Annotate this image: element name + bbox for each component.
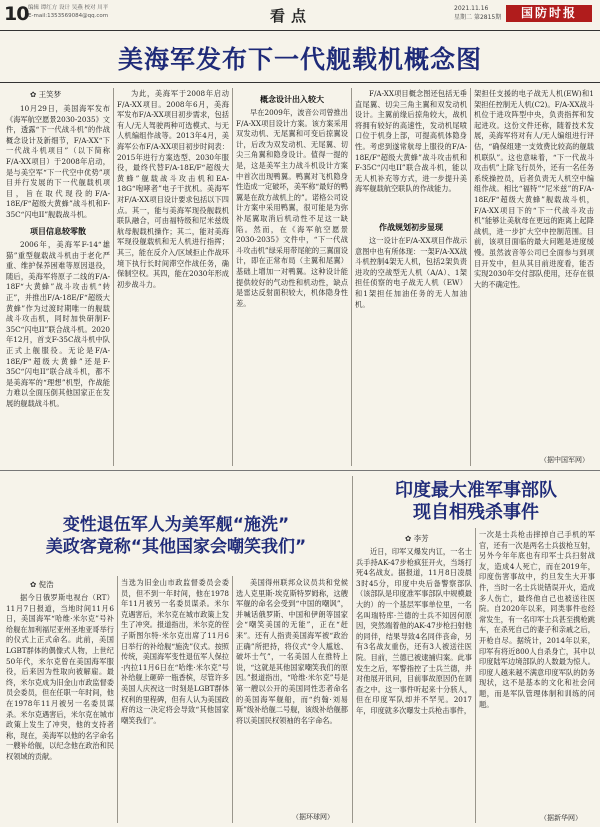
article1-col2 xyxy=(117,89,229,465)
column-divider xyxy=(232,88,233,466)
paragraph: F/A-XX项目概念图还包括无垂直尾翼、切尖三角主翼和双发动机设计。主翼前缘后掠角较大，战机将拥有较好的高速性，发动机尾喷口位于机身上部，可提高机体隐身性。考虑到遂常航母上服役的F/A-18E/F“超级大黄蜂”战斗攻击机和F-35C“闪电II”联合战斗机，能以无人机补充等方式，进一步提升美海军舰载航空联队的作战能力。 xyxy=(355,89,467,194)
page-number: 10 xyxy=(4,3,29,25)
column-divider xyxy=(475,528,476,823)
section-title: 看点 xyxy=(270,7,313,25)
paragraph: 2006年，美海军F-14“雄猫”重型舰载战斗机由于老化严重、维护保养困难等原因退役，随后，美海军将原子二线的F/A-18F“大黄蜂”战斗攻击机“转正”，并推出F/A-18E/F“超级大黄蜂”作为过渡时期唯一的舰载战斗攻击机，同时加快研制F-35C“闪电II”联合战斗机。2020年12月，首支F-35C战斗机中队正式上舰服役。无论是F/A-18E/F“超级大黄蜂”还是F-35C“闪电II”联合战斗机，都不是美海军的“理想”机型，作战能力难以全面压倒其他国家正在发展的舰载战斗机。 xyxy=(6,240,110,408)
headline-rule xyxy=(0,82,600,83)
article3-source: （据环球网） xyxy=(292,813,334,821)
article3-headline-line1: 变性退伍军人为美军舰“施洗” xyxy=(62,515,290,535)
paragraph: 当选为旧金山市政监督委员会委员，但不到一年时间，他在1978年11月被另一名委员谋杀。米尔克遇害后，米尔克在城市政策上发生了冲突。报道指出，米尔克的侄子斯图尔特·米尔克出席了11月6日举行的补给舰“施洗”仪式。按照传统，美国海军变性退伍军人保拉·内拉11月6日在“哈维·米尔克”号补给舰上砸碎一瓶香槟，尽管许多美国人庆祝这一时刻是LGBT群体权利的里程碑，但有人认为美国政府的这一决定将会导致“其他国家嘲笑我们”。 xyxy=(121,578,229,725)
paragraph: 为此，美海军于2008年启动F/A-XX项目。2008年6月，美海军发布F/A-XX项目初步需求，包括有人/无人驾驶两种可选模式、与无人机编组作战等。2013年4月，美海军公布F/A-XX项目初步时间表：2015年进行方案选型、2030年服役，最终代替F/A-18E/F“超级大黄蜂”舰载战斗攻击机和EA-18G“咆哮者”电子干扰机。美海军对F/A-XX项目设计要求包括以下四点。其一，能与美海军现役舰载机联队融合，可由福特级和尼米兹级航母舰载机操作；其二，能对美海军现役舰载机和无人机进行指挥；其三，能在反介入/区域拒止作战环境下执行长时间滞空作战任务，确保制空权。其四，能在2030年形成初步战斗力。 xyxy=(117,89,229,289)
paragraph: 据今日俄罗斯电视台（RT）11月7日报道，当地时间11月6日，美国海军“哈维·米尔克”号补给舰在加利福尼亚州圣地亚哥举行的仪式上正式命名。此前，美国LGBT群体的偶像式人物，上世纪50年代，米尔克曾在美国海军服役，后来因为性取向被解雇。最终，米尔克成为旧金山市政监督委员会委员，但在任职一年时间，他在1978年11月被另一名委员谋杀。米尔克遇害后，米尔克在城市政策上发生了冲突，他的支持者称，现在，美海军以他的名字命名一艘补给舰，以纪念他在政治和民权领域的贡献。 xyxy=(6,593,114,761)
column-divider xyxy=(117,576,118,823)
article1-subhead-3: 作战规划初步显现 xyxy=(379,223,443,232)
article2-headline-line2: 现自相残杀事件 xyxy=(413,502,539,523)
article1-author: ✿ 王笑梦 xyxy=(30,89,61,100)
editor-email: E-mail:1353569084@qq.com xyxy=(28,13,109,19)
article2-col2 xyxy=(479,530,595,810)
issue-weekday: 星期二 第2815期 xyxy=(454,14,502,21)
article3-headline xyxy=(6,514,346,558)
article3-col3 xyxy=(236,578,348,806)
article1-headline: 美海军发布下一代舰载机概念图 xyxy=(117,45,482,74)
column-divider xyxy=(351,88,352,466)
article3-col2 xyxy=(121,578,229,823)
column-divider xyxy=(232,576,233,823)
article2-headline-line1: 印度最大准军事部队 xyxy=(395,480,557,501)
paragraph: 早在2009年，波音公司曾推出F/A-XX项目设计方案。该方案采用双发动机、无尾翼和可变后掠翼设计，后改为双发动机、无尾翼、切尖三角翼和隐身设计。值得一提的是，这是美军主力战斗机设计方案中首次出现鸭翼。鸭翼对飞机隐身性造成一定破坏，美军称“最好的鸭翼是在敌方战机上的”。诺格公司设计方案中采用鸭翼，很可能是为弥补尾翼取消后机动性不足这一缺陷。然而，在《海军航空愿景2030-2035》文件中，“下一代战斗攻击机”绿采用带尾舵的三翼面设计，即在正常布局（主翼和尾翼）基础上增加一对鸭翼。这种设计能提供较好的气动性和机动性，缺点是雷达反射面积较大，机体隐身性差。 xyxy=(236,108,348,308)
article2-headline xyxy=(356,480,596,524)
page-header xyxy=(0,0,600,30)
paragraph: 架担任支援的电子战无人机(EW)和1架担任控制无人机(C2)。F/A-XX战斗机位于进攻阵型中央，负责指挥和发起进攻。这份文件还称，随着技术发展，美海军将对有人/无人编组进行评估，“确保组建一支效费比较高的舰载机联队”。这也意味着，“下一代战斗攻击机”上除飞行员外，还有一名任务系统操控员，后者负责无人机空中编组作战。相比“福特”“尼米兹”的F/A-18E/F“超级大黄蜂”舰载战斗机，F/A-XX项目下的“下一代战斗攻击机”能够让美航母在更远的距离上起降战机，进一步扩大空中控制范围。目前，该项目面临的最大问题是进度缓慢。虽然波音等公司已全面参与到项目开发中，但从其目前进度看，能否实现2030年交付部队使用，还存在很大的不确定性。 xyxy=(474,89,594,289)
article1-subhead-1: 项目信息较零散 xyxy=(30,227,86,236)
article1-col4 xyxy=(355,89,467,219)
newspaper-logo: 国防时报 xyxy=(506,5,592,22)
column-divider xyxy=(113,88,114,466)
article1-col4b xyxy=(355,236,467,465)
article1-col3 xyxy=(236,108,348,465)
article1-source: （据中国军网） xyxy=(540,456,589,464)
dateline xyxy=(454,4,501,22)
paragraph: 这一设计在F/A-XX项目作战示意图中也有所体现：一架F/A-XX战斗机控制4架无人机，包括2架负责进攻的空战型无人机（A/A）、1架担任侦察的电子战无人机（EW）和1架担任加油任务的无人加油机。 xyxy=(355,236,467,309)
paragraph: 近日，印军又爆发内讧，一名士兵手持AK-47步枪疯狂开火，当场打死4名战友。据报道，11月8日凌晨3时45分，印度中央后备警察部队（该部队是印度准军事部队中规模最大的）的一个基层军事单位里，一名名叫瑞特库·兰德的士兵不知因何原因，突然端着他的AK-47步枪扫射他的同伴，结果导致4名同伴丧命，另有3名战友重伤，还有3人被送往医院。目前，兰德已被逮捕归案。此事发生之后，军警指控了士兵兰德，并对他展开讯问，目前事故原因仍在调查之中。这一事件听起来十分骇人，但在印度军队却并不罕见。2017年，印度就多次曝发士兵枪击事件， xyxy=(356,547,472,715)
section-rule xyxy=(0,470,600,471)
article3-col1 xyxy=(6,593,114,823)
article3-author: ✿ 倪浩 xyxy=(30,579,54,590)
issue-date: 2021.11.16 xyxy=(454,5,489,12)
paragraph: 一次是士兵枪击摔掉自己手机的军官，还有一次是两名士兵拔枪互射，另外今年年底也有印军士兵扫射战友，造成4人死亡，而在2019年，印度伤害事故中，约旦发生大开事件，当时一名士兵说错误开火，造成多人伤亡，最终他自己也被送往医院。自2020年以来，同类事件也经常发生，有一名印军士兵甚至携枪跳车，在杀死自己的妻子和亲戚之后，开枪自尽。据统计，2014年以来，印军有将近800人自杀身亡，其中以印度陆军边境部队的人数最为惊人。印度人越来越不满意印度军队的防务现状，这不是基本的文化和社会问题，而是军队管理体制和训练的问题。 xyxy=(479,530,595,709)
article2-col1 xyxy=(356,547,472,823)
article1-col1 xyxy=(6,104,110,222)
article1-subhead-2: 概念设计出入较大 xyxy=(260,95,324,104)
article3-headline-line2: 美政客竟称“其他国家会嘲笑我们” xyxy=(45,537,307,557)
paragraph: 10月29日，美国海军发布《海军航空愿景2030-2035》文件，透露“下一代战斗机”的作战概念设计及新细节，F/A-XX“下一代战斗机项目”（以下简称F/A-XX项目）于2008年启动，是与美空军“下一代空中优势”项目并行发展的下一代舰载机项目，旨在取代现役的F/A-18E/F“超级大黄蜂”战斗机和F-35C“闪电II”舰载战斗机。 xyxy=(6,104,110,219)
column-divider xyxy=(352,476,353,823)
article1-col1b xyxy=(6,240,110,465)
editor-line: 编辑 谭红方 设计 吴燕 校对 川平 xyxy=(28,5,109,11)
header-rule xyxy=(0,30,600,31)
paragraph: 美国得州联邦众议员共和党候选人克里斯·埃克斯特罗姆称，这艘军舰的命名会受到“中国的嘲讽”，并喊话俄罗斯、中国和伊朗等国家会“嘲笑美国的无能”，正在“赶来”。还有人指责美国海军被“政治正确”所把持，将仪式“令人尴尬、破坏士气”，一名美国人在推特上说，“这就是其他国家嘲笑我们的原因。”报道指出，“哈维·米尔克”号是第一艘以公开的美国同性恋者命名的美国海军舰船，而“约翰·刘易斯”级补给舰二号舰，该级补给舰都将以美国民权领袖的名字命名。 xyxy=(236,578,348,725)
editor-credits xyxy=(28,4,108,20)
column-divider xyxy=(470,88,471,466)
article2-author: ✿ 李芳 xyxy=(405,533,429,544)
article2-source: （据新华网） xyxy=(540,814,582,822)
article1-col5 xyxy=(474,89,594,453)
